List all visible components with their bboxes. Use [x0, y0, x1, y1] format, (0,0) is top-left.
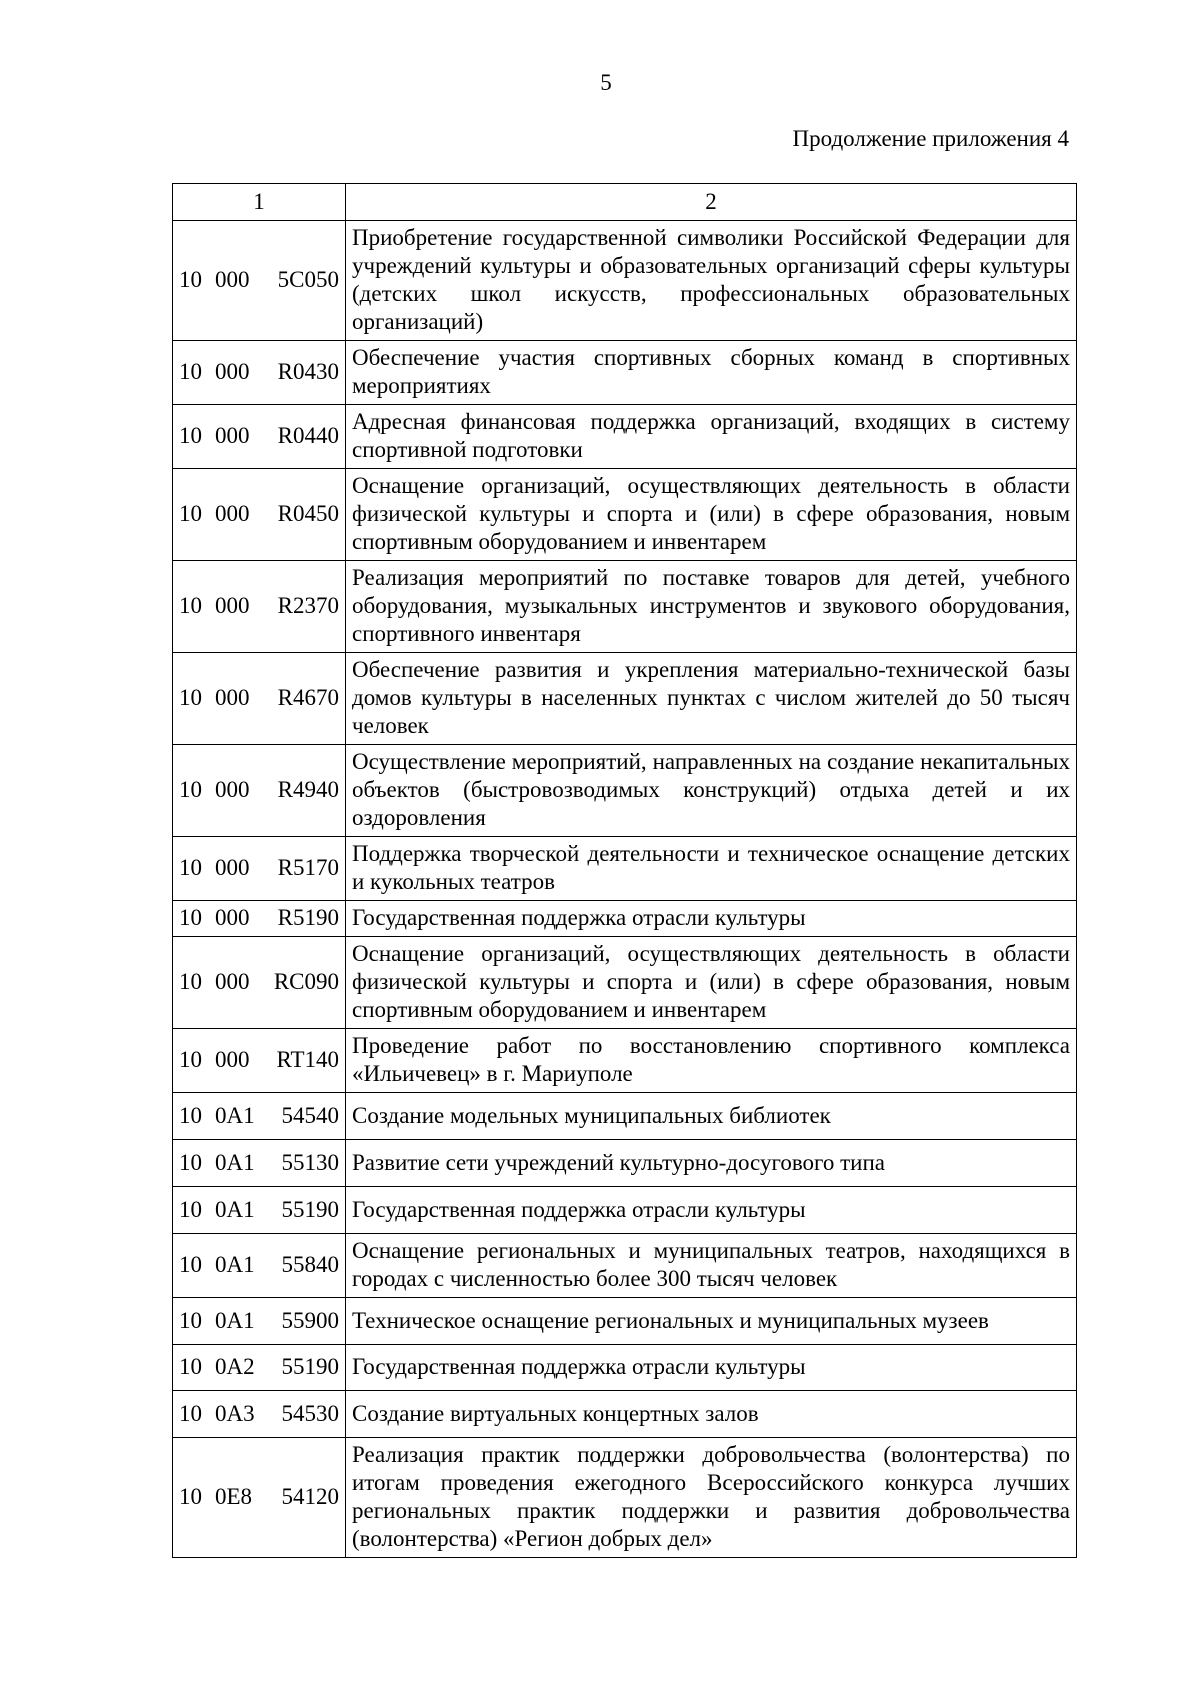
- code-part-program: 10: [179, 1252, 202, 1277]
- appendix-table: [172, 183, 1077, 1558]
- code-part-program: 10: [179, 1149, 202, 1175]
- continuation-title: Продолжение приложения 4: [792, 126, 1069, 151]
- code-part-program: 10: [179, 777, 202, 802]
- budget-code-cell: [173, 1345, 346, 1391]
- code-part-subprogram: 000: [215, 905, 250, 930]
- table-row: [173, 1187, 1077, 1234]
- code-part-subprogram: 0A1: [215, 1102, 255, 1128]
- code-part-subprogram: 000: [215, 777, 250, 802]
- description-cell: Обеспечение участия спортивных сборных команд в спортивных мероприятиях: [346, 341, 1077, 405]
- code-part-direction: 55840: [281, 1252, 339, 1277]
- code-part-program: 10: [179, 359, 202, 384]
- description-cell: Осуществление мероприятий, направленных на создание некапитальных объектов (быстровозводимых конструкций) отдыха детей и их оздоровления: [346, 745, 1077, 837]
- description-cell: Поддержка творческой деятельности и техническое оснащение детских и кукольных театров: [346, 837, 1077, 901]
- budget-code-cell: [173, 221, 346, 341]
- code-part-subprogram: 0A3: [215, 1400, 255, 1426]
- code-part-direction: 55900: [281, 1307, 339, 1333]
- table-row: [173, 901, 1077, 937]
- code-part-subprogram: 0E8: [215, 1484, 253, 1509]
- description-cell: Оснащение региональных и муниципальных театров, находящихся в городах с численностью более 300 тысяч человек: [346, 1234, 1077, 1298]
- code-part-subprogram: 000: [215, 267, 250, 292]
- description-cell: Государственная поддержка отрасли культуры: [346, 901, 1077, 937]
- budget-code-cell: [173, 1298, 346, 1345]
- description-cell: Оснащение организаций, осуществляющих деятельность в области физической культуры и спорта и (или) в сфере образования, новым спортивным оборудованием и инвентарем: [346, 937, 1077, 1029]
- table-row: [173, 837, 1077, 901]
- table-row: [173, 221, 1077, 341]
- table-row: [173, 1029, 1077, 1093]
- description-cell: Реализация практик поддержки добровольчества (волонтерства) по итогам проведения ежегодного Всероссийского конкурса лучших региональных практик поддержки и развития добровольчества (волонтерства) «Регион добрых дел»: [346, 1438, 1077, 1558]
- code-part-program: 10: [179, 685, 202, 710]
- description-cell: Адресная финансовая поддержка организаций, входящих в систему спортивной подготовки: [346, 405, 1077, 469]
- code-part-subprogram: 000: [215, 359, 250, 384]
- code-part-subprogram: 000: [215, 685, 250, 710]
- table-row: [173, 1093, 1077, 1140]
- budget-code-cell: [173, 1438, 346, 1558]
- column-header-1: 1: [173, 184, 346, 221]
- code-part-direction: 55190: [281, 1196, 339, 1222]
- table-row: [173, 937, 1077, 1029]
- table-row: [173, 1345, 1077, 1391]
- description-cell: Обеспечение развития и укрепления материально-технической базы домов культуры в населенных пунктах с числом жителей до 50 тысяч человек: [346, 653, 1077, 745]
- code-part-direction: 54530: [281, 1400, 339, 1426]
- code-part-direction: R2370: [277, 593, 339, 618]
- budget-code-cell: [173, 1093, 346, 1140]
- code-part-program: 10: [179, 423, 202, 448]
- code-part-direction: R0440: [277, 423, 339, 448]
- table-row: [173, 653, 1077, 745]
- code-part-program: 10: [179, 1400, 202, 1426]
- budget-code-cell: [173, 1234, 346, 1298]
- description-cell: Оснащение организаций, осуществляющих деятельность в области физической культуры и спорта и (или) в сфере образования, новым спортивным оборудованием и инвентарем: [346, 469, 1077, 561]
- description-cell: Приобретение государственной символики Российской Федерации для учреждений культуры и образовательных организаций сферы культуры (детских школ искусств, профессиональных образовательных организаций): [346, 221, 1077, 341]
- code-part-program: 10: [179, 969, 202, 994]
- code-part-direction: R4940: [277, 777, 339, 802]
- description-cell: Государственная поддержка отрасли культуры: [346, 1345, 1077, 1391]
- code-part-direction: R5170: [277, 855, 339, 880]
- description-cell: Создание модельных муниципальных библиотек: [346, 1093, 1077, 1140]
- code-part-program: 10: [179, 1102, 202, 1128]
- description-cell: Проведение работ по восстановлению спортивного комплекса «Ильичевец» в г. Мариуполе: [346, 1029, 1077, 1093]
- code-part-direction: R0450: [277, 501, 339, 526]
- budget-code-cell: [173, 745, 346, 837]
- code-part-direction: R0430: [277, 359, 339, 384]
- code-part-subprogram: 000: [215, 423, 250, 448]
- code-part-program: 10: [179, 1354, 202, 1379]
- budget-code-cell: [173, 405, 346, 469]
- code-part-subprogram: 000: [215, 855, 250, 880]
- code-part-program: 10: [179, 501, 202, 526]
- table-row: [173, 561, 1077, 653]
- code-part-subprogram: 0A1: [215, 1252, 255, 1277]
- code-part-program: 10: [179, 905, 202, 930]
- budget-code-cell: [173, 341, 346, 405]
- budget-code-cell: [173, 561, 346, 653]
- description-cell: Создание виртуальных концертных залов: [346, 1391, 1077, 1438]
- code-part-direction: 55190: [281, 1354, 339, 1379]
- budget-code-cell: [173, 837, 346, 901]
- table-row: [173, 745, 1077, 837]
- page-number: 5: [600, 70, 612, 95]
- code-part-subprogram: 000: [215, 1047, 250, 1072]
- table-row: [173, 1438, 1077, 1558]
- code-part-direction: RT140: [276, 1047, 339, 1072]
- code-part-program: 10: [179, 1307, 202, 1333]
- code-part-direction: R4670: [277, 685, 339, 710]
- table-header-row: [173, 184, 1077, 221]
- code-part-program: 10: [179, 855, 202, 880]
- budget-code-cell: [173, 1187, 346, 1234]
- code-part-direction: 55130: [281, 1149, 339, 1175]
- code-part-subprogram: 000: [215, 593, 250, 618]
- code-part-subprogram: 0A1: [215, 1307, 255, 1333]
- table-row: [173, 1140, 1077, 1187]
- description-cell: Государственная поддержка отрасли культуры: [346, 1187, 1077, 1234]
- budget-code-cell: [173, 937, 346, 1029]
- code-part-subprogram: 000: [215, 969, 250, 994]
- code-part-subprogram: 0A1: [215, 1196, 255, 1222]
- code-part-direction: RC090: [273, 969, 339, 994]
- code-part-direction: 54540: [281, 1102, 339, 1128]
- budget-code-cell: [173, 1029, 346, 1093]
- table-row: [173, 469, 1077, 561]
- description-cell: Развитие сети учреждений культурно-досугового типа: [346, 1140, 1077, 1187]
- table-row: [173, 341, 1077, 405]
- table-row: [173, 1391, 1077, 1438]
- description-cell: Реализация мероприятий по поставке товаров для детей, учебного оборудования, музыкальных инструментов и звукового оборудования, спортивного инвентаря: [346, 561, 1077, 653]
- code-part-direction: R5190: [277, 905, 339, 930]
- code-part-direction: 5C050: [277, 267, 339, 292]
- code-part-program: 10: [179, 1196, 202, 1222]
- column-header-2: 2: [346, 184, 1077, 221]
- table-row: [173, 1234, 1077, 1298]
- code-part-program: 10: [179, 267, 202, 292]
- code-part-subprogram: 000: [215, 501, 250, 526]
- code-part-subprogram: 0A1: [215, 1149, 255, 1175]
- budget-code-cell: [173, 469, 346, 561]
- budget-code-cell: [173, 1140, 346, 1187]
- code-part-program: 10: [179, 593, 202, 618]
- budget-code-cell: [173, 901, 346, 937]
- table-row: [173, 405, 1077, 469]
- budget-code-cell: [173, 1391, 346, 1438]
- budget-code-cell: [173, 653, 346, 745]
- code-part-direction: 54120: [281, 1484, 339, 1509]
- code-part-program: 10: [179, 1047, 202, 1072]
- code-part-program: 10: [179, 1484, 202, 1509]
- table-row: [173, 1298, 1077, 1345]
- code-part-subprogram: 0A2: [215, 1354, 255, 1379]
- description-cell: Техническое оснащение региональных и муниципальных музеев: [346, 1298, 1077, 1345]
